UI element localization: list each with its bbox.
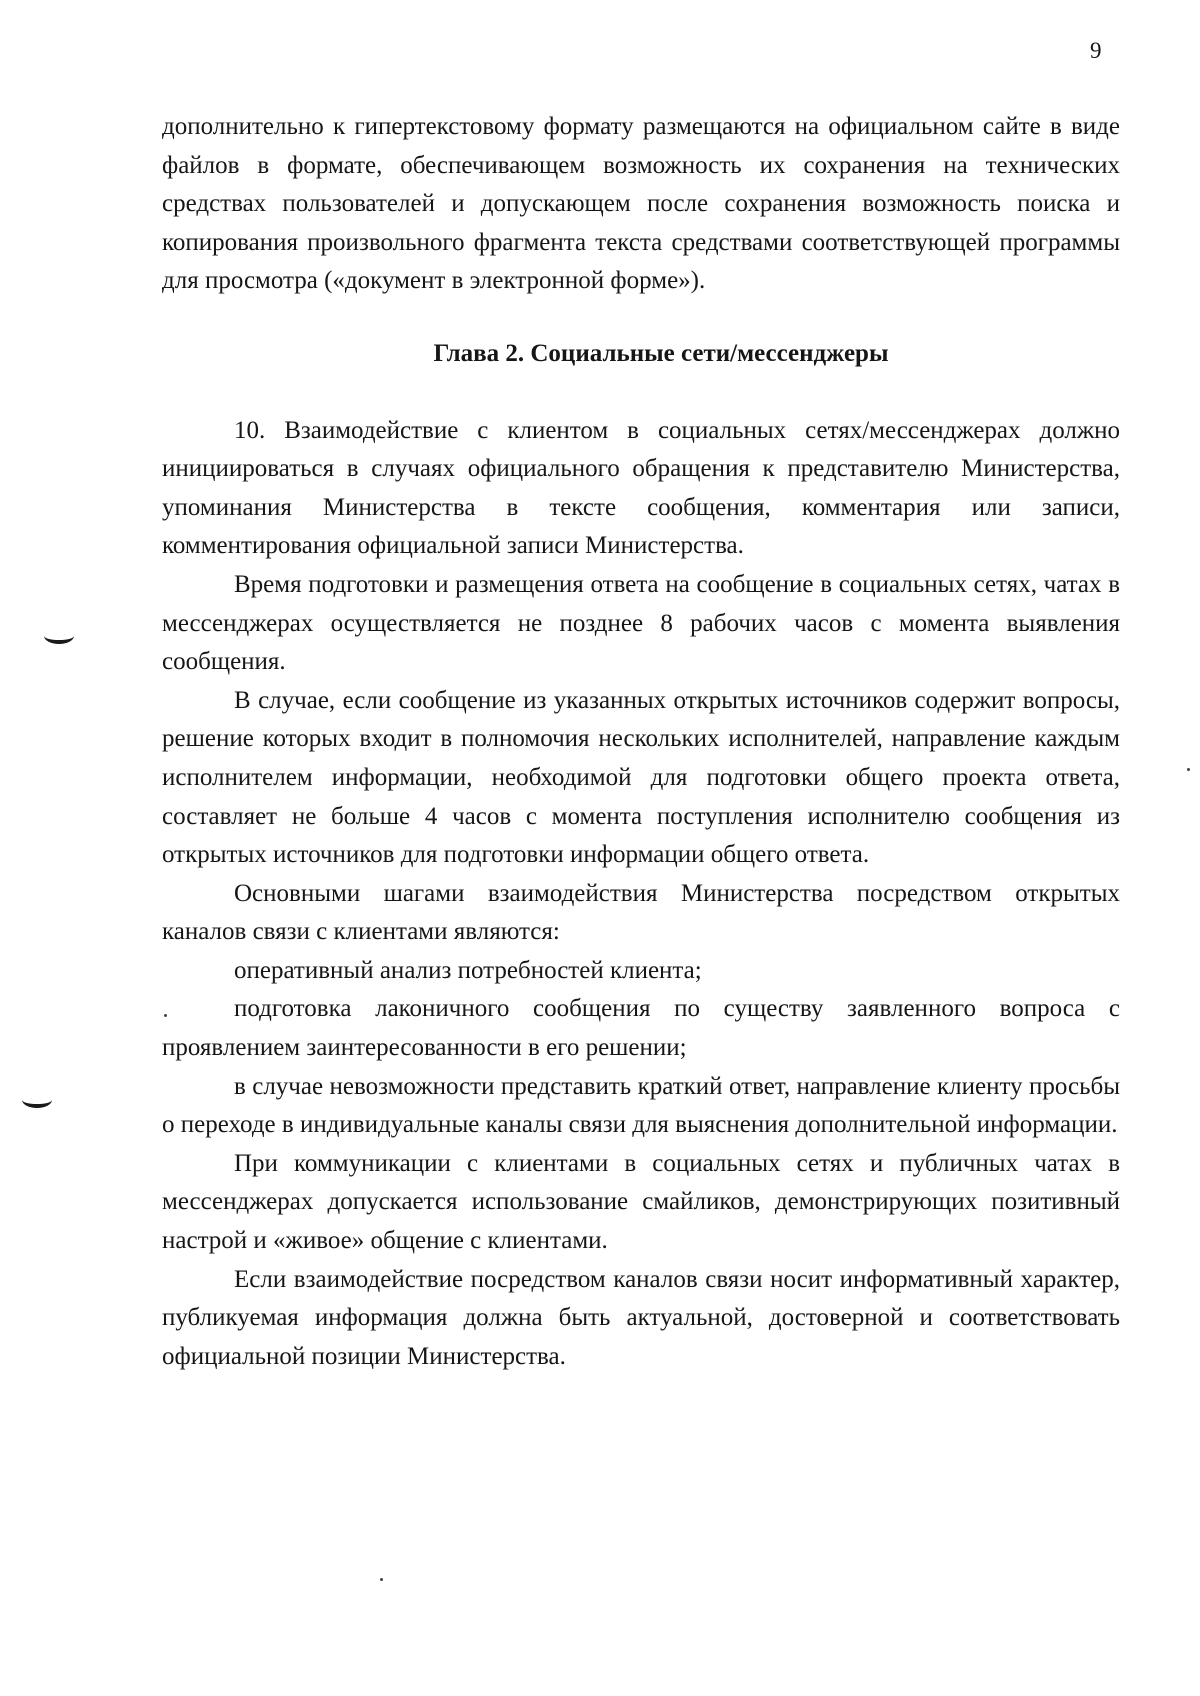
paragraph-10: 10. Взаимодействие с клиентом в социальных сетях/мессенджерах должно инициироваться в случаях официального обращения к представителю Министерства, упоминания Министерства в тексте сообщения, комментария или записи, комментирования официальной записи Министерства.	[162, 416, 1120, 560]
chapter-title: Глава 2. Социальные сети/мессенджеры	[433, 339, 889, 367]
paragraph-multiple-executors: В случае, если сообщение из указанных открытых источников содержит вопросы, решение которых входит в полномочия нескольких исполнителей, направление каждым исполнителем информации, необходимой для подготовки общего проекта ответа, составляет не больше 4 часов с момента поступления исполнителю сообщения из открытых источников для подготовки информации общего ответа.	[162, 686, 1120, 869]
paragraph-main-steps: Основными шагами взаимодействия Министерства посредством открытых каналов связи с клиентами являются:	[162, 879, 1120, 946]
step-item: в случае невозможности представить краткий ответ, направление клиенту просьбы о переходе в индивидуальные каналы связи для выяснения дополнительной информации.	[162, 1072, 1120, 1139]
paragraph-smileys: При коммуникации с клиентами в социальных сетях и публичных чатах в мессенджерах допускается использование смайликов, демонстрирующих позитивный настрой и «живое» общение с клиентами.	[162, 1149, 1120, 1255]
scan-dot	[380, 1578, 383, 1581]
intro-paragraph: дополнительно к гипертекстовому формату размещаются на официальном сайте в виде файлов в формате, обеспечивающем возможность их сохранения на технических средствах пользователей и допускающем после сохранения возможность поиска и копирования произвольного фрагмента текста средствами соответствующей программы для просмотра («документ в электронной форме»).	[162, 113, 1120, 295]
scan-mark	[44, 628, 74, 644]
document-body	[162, 108, 1120, 1376]
scan-mark	[22, 1092, 52, 1108]
step-item: подготовка лаконичного сообщения по существу заявленного вопроса с проявлением заинтересованности в его решении;	[162, 995, 1120, 1062]
paragraph-response-time: Время подготовки и размещения ответа на сообщение в социальных сетях, чатах в мессенджерах осуществляется не позднее 8 рабочих часов с момента выявления сообщения.	[162, 570, 1120, 676]
step-item: оперативный анализ потребностей клиента;	[234, 956, 702, 984]
scan-dot	[164, 1014, 167, 1017]
paragraph-informative: Если взаимодействие посредством каналов связи носит информативный характер, публикуемая информация должна быть актуальной, достоверной и соответствовать официальной позиции Министерства.	[162, 1265, 1120, 1370]
page-number: 9	[1090, 38, 1102, 63]
scan-dot	[1187, 768, 1190, 771]
